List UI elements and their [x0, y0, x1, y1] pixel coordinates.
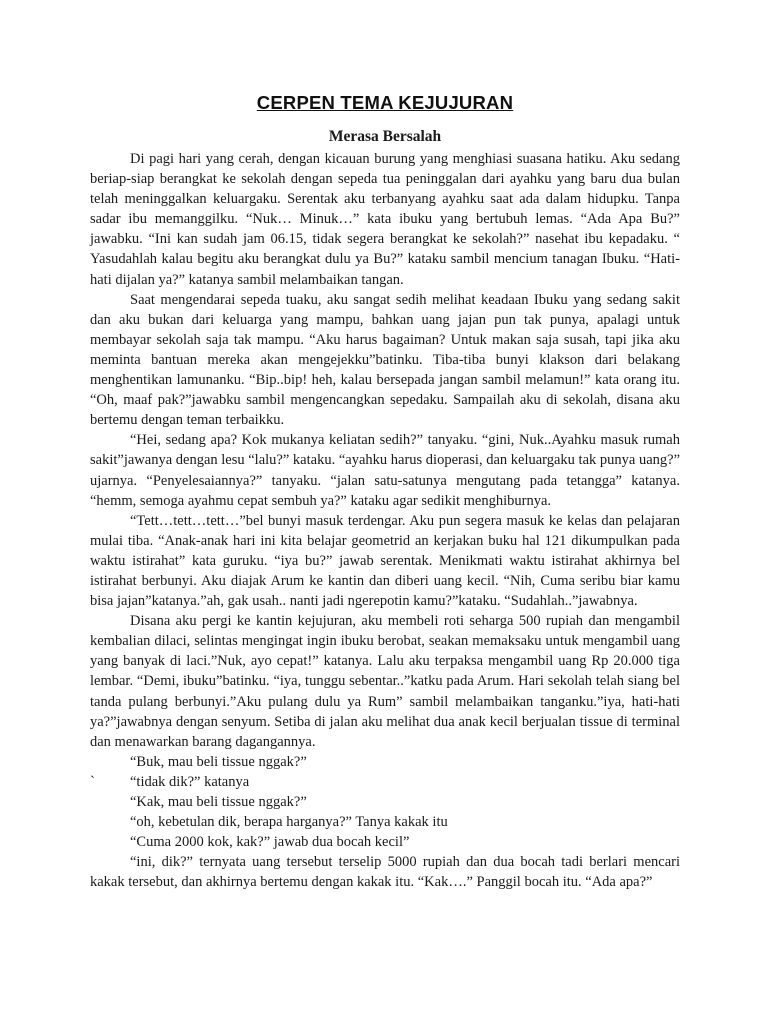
dialogue-block [90, 752, 680, 852]
dialogue-line-4: “oh, kebetulan dik, berapa harganya?” Tanya kakak itu [130, 814, 448, 831]
dialogue-line-3: “Kak, mau beli tissue nggak?” [130, 794, 307, 810]
story-subtitle: Merasa Bersalah [328, 128, 442, 145]
paragraph-1: Di pagi hari yang cerah, dengan kicauan burung yang menghiasi suasana hatiku. Aku sedang beriap-siap berangkat ke sekolah dengan sepeda tua peninggalan dari ayahku yang baru dua bulan telah meninggalkan keluargaku. Serentak aku terbanyang ayahku saat ada dalam hidupku. Tanpa sadar ibu memanggilku. “Nuk… Minuk…” kata ibuku yang bertubuh lemas. “Ada Apa Bu?” jawabku. “Ini kan sudah jam 06.15, tidak segera berangkat ke sekolah?” nasehat ibu kepadaku. “ Yasudahlah kalau begitu aku berangkat dulu ya Bu?” kataku sambil mencium tanagan Ibuku. “Hati-hati dijalan ya?” katanya sambil melambaikan tangan. [90, 151, 680, 288]
dialogue-line-1: “Buk, mau beli tissue nggak?” [130, 753, 307, 770]
paragraph-2: Saat mengendarai sepeda tuaku, aku sangat sedih melihat keadaan Ibuku yang sedang sakit dan aku bukan dari keluarga yang mampu, bahkan uang jajan pun tak punya, apalagi untuk membayar sekolah saja tak mampu. “Aku harus bagaiman? Untuk makan saja susah, tapi jika aku meminta bantuan mereka akan mengejekku”batinku. Tiba-tiba bunyi klakson dari belakang menghentikan lamunanku. “Bip..bip! heh, kalau bersepada jangan sambil melamun!” kata orang itu. “Oh, maaf pak?”jawabku sambil mengencangkan sepedaku. Sampailah aku di sekolah, disana aku bertemu dengan teman terbaikku. [90, 291, 680, 429]
tick-mark: ` [90, 773, 95, 790]
dialogue-line-2 [90, 772, 680, 792]
paragraph-closing: “ini, dik?” ternyata uang tersebut terselip 5000 rupiah dan dua bocah tadi berlari mencari kakak tersebut, dan akhirnya bertemu dengan kakak itu. “Kak….” Panggil bocah itu. “Ada apa?” [90, 854, 680, 891]
paragraph-4: “Tett…tett…tett…”bel bunyi masuk terdengar. Aku pun segera masuk ke kelas dan pelajaran mulai tiba. “Anak-anak hari ini kita belajar geometrid an kerjakan buku hal 121 dikumpulkan pada waktu istirahat” kata guruku. “iya bu?” jawab serentak. Menikmati waktu istirahat akhirnya bel istirahat berbunyi. Aku diajak Arum ke kantin dan diberi uang kecil. “Nih, Cuma seribu biar kamu bisa jajan”katanya.”ah, gak usah.. nanti jadi ngerepotin kamu?”kataku. “Sudahlah..”jawabnya. [90, 512, 680, 610]
paragraph-3: “Hei, sedang apa? Kok mukanya keliatan sedih?” tanyaku. “gini, Nuk..Ayahku masuk rumah sakit”jawanya dengan lesu “lalu?” kataku. “ayahku harus dioperasi, dan keluargaku tak punya uang?” ujarnya. “Penyelesaiannya?” tanyaku. “jalan satu-satunya mengutang pada tetangga” katanya. “hemm, semoga ayahmu cepat sembuh ya?” kataku agar sedikit menghiburnya. [90, 432, 680, 509]
document-title: CERPEN TEMA KEJUJURAN [256, 92, 514, 113]
dialogue-line-5: “Cuma 2000 kok, kak?” jawab dua bocah kecil” [130, 834, 410, 851]
paragraph-5: Disana aku pergi ke kantin kejujuran, aku membeli roti seharga 500 rupiah dan mengambil kembalian dilaci, selintas mengingat ingin ibuku berobat, seakan memaksaku untuk mengambil uang yang banyak di laci.”Nuk, ayo cepat!” katanya. Lalu aku terpaksa mengambil uang Rp 20.000 tiga lembar. “Demi, ibuku”batinku. “iya, tunggu sebentar..”katku pada Arum. Hari sekolah telah siang bel tanda pulang berbunyi.”Aku pulang dulu ya Rum” sambil melambaikan tanganku.”iya, hati-hati ya?”jawabnya dengan senyum. Setiba di jalan aku melihat dua anak kecil berjualan tissue di terminal dan menawarkan barang dagangannya. [90, 613, 680, 750]
dialogue-line-2-text: “tidak dik?” katanya [130, 773, 250, 790]
